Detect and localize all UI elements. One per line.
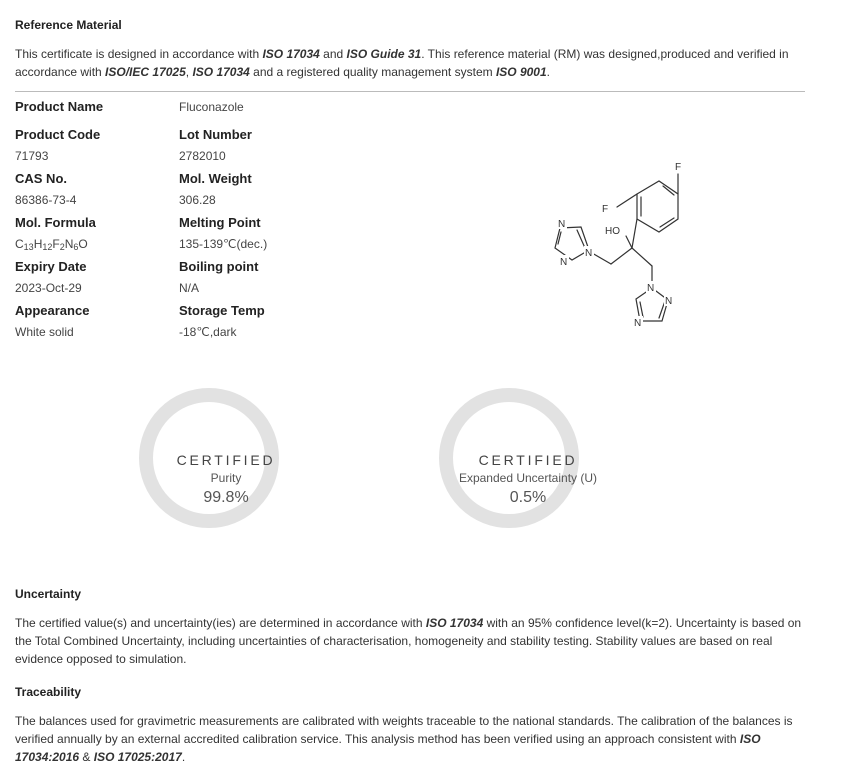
uncertainty-certified-block [428, 452, 628, 507]
uncertainty-heading: Uncertainty [15, 587, 82, 601]
expiry-date-value: 2023-Oct-29 [15, 281, 82, 295]
atom-ho: HO [605, 226, 620, 237]
cas-value: 86386-73-4 [15, 193, 77, 207]
reference-heading: Reference Material [15, 18, 122, 32]
atom-f-para: F [675, 162, 682, 173]
boiling-point-label: Boiling point [179, 259, 259, 274]
certified-title: CERTIFIED [478, 452, 578, 468]
boiling-point-value: N/A [179, 281, 200, 295]
atom-n: N [634, 318, 642, 329]
traceability-paragraph: The balances used for gravimetric measurements are calibrated with weights traceable to the national standards. The calibration of the balances is verified annually by an external accredited calibration service. This analysis method has been verified using an approach consistent with ISO 17034:2016 & ISO 17025:2017. [15, 714, 793, 764]
expanded-uncertainty-value: 0.5% [509, 489, 547, 506]
atom-n: N [585, 248, 593, 259]
atom-n: N [647, 283, 655, 294]
product-code-value: 71793 [15, 149, 49, 163]
atom-n: N [665, 296, 673, 307]
expanded-uncertainty-label: Expanded Uncertainty (U) [458, 471, 598, 485]
atom-n: N [558, 219, 566, 230]
benzene-ring [637, 181, 678, 232]
storage-temp-value: -18℃,dark [179, 325, 237, 339]
melting-point-value: 135-139℃(dec.) [179, 237, 268, 251]
lot-number-label: Lot Number [179, 127, 252, 142]
storage-temp-label: Storage Temp [179, 303, 265, 318]
reference-paragraph: This certificate is designed in accordance with ISO 17034 and ISO Guide 31. This reference material (RM) was designed,produced and verified in accordance with ISO/IEC 17025, ISO 17034 and a registered quality management system ISO 9001. [15, 47, 789, 79]
purity-value: 99.8% [203, 489, 249, 506]
cas-label: CAS No. [15, 171, 67, 186]
purity-certified-block [126, 452, 326, 507]
chemical-structure-image [540, 150, 690, 340]
certified-title: CERTIFIED [176, 452, 276, 468]
traceability-heading: Traceability [15, 685, 82, 699]
mol-weight-label: Mol. Weight [179, 171, 252, 186]
expiry-date-label: Expiry Date [15, 259, 87, 274]
melting-point-label: Melting Point [179, 215, 261, 230]
atom-n: N [560, 257, 568, 268]
purity-label: Purity [210, 471, 242, 485]
product-name-value: Fluconazole [179, 100, 244, 114]
mol-weight-value: 306.28 [179, 193, 216, 207]
appearance-label: Appearance [15, 303, 90, 318]
product-code-label: Product Code [15, 127, 101, 142]
uncertainty-paragraph: The certified value(s) and uncertainty(ies) are determined in accordance with ISO 17034 with an 95% confidence level(k=2). Uncertainty is based on the Total Combined Uncertainty, including uncertainties of characterisation, homogeneity and stability testing. Stability values are based on real evidence opposed to simulation. [15, 616, 802, 666]
appearance-value: White solid [15, 325, 74, 339]
atom-f-ortho: F [602, 204, 609, 215]
product-name-label: Product Name [15, 99, 104, 114]
divider [15, 91, 805, 92]
mol-formula-value: $C_{13}H_{12}F_2N_6O$ [15, 237, 88, 252]
mol-formula-label: Mol. Formula [15, 215, 96, 230]
lot-number-value: 2782010 [179, 149, 226, 163]
